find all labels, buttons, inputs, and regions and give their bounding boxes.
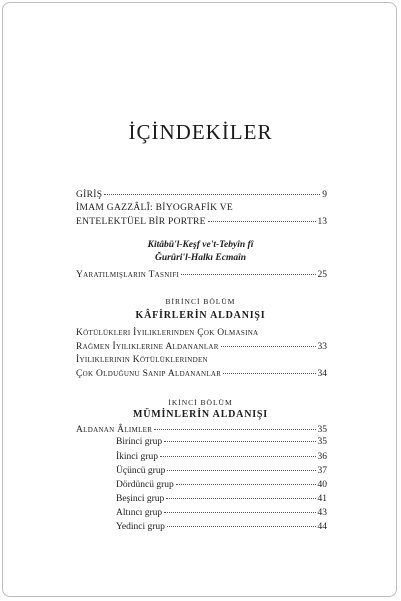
leader-dots	[221, 346, 316, 347]
toc-entry-page: 13	[317, 217, 327, 227]
toc-entry-giris[interactable]	[76, 190, 327, 200]
toc-entry-page: 44	[317, 522, 327, 532]
toc-entry-label: ENTELEKTÜEL BİR PORTRE	[76, 217, 206, 227]
section1-title: KÂFİRLERİN ALDANIŞI	[135, 310, 266, 321]
leader-dots	[223, 373, 315, 374]
toc-entry-page: 37	[317, 466, 327, 476]
toc-entry-tasnif[interactable]	[76, 270, 327, 280]
toc-entry-s1e1[interactable]	[76, 342, 327, 352]
toc-entry-page: 40	[317, 480, 327, 490]
toc-entry-page: 43	[317, 508, 327, 518]
toc-subentry[interactable]	[116, 452, 327, 462]
toc-entry-page: 9	[322, 190, 327, 200]
toc-entry-label: Altıncı grup	[116, 508, 163, 518]
leader-dots	[167, 470, 315, 471]
leader-dots	[167, 526, 316, 527]
leader-dots	[166, 498, 315, 499]
toc-entry-imam[interactable]	[76, 217, 327, 227]
toc-entry-s1e2-line1[interactable]: İyiliklerinin Kötülüklerinden	[76, 355, 208, 365]
toc-subentry[interactable]	[116, 494, 327, 504]
toc-entry-page: 33	[317, 342, 327, 352]
leader-dots	[104, 194, 320, 195]
toc-entry-label: Rağmen İyiliklerine Aldananlar	[76, 342, 219, 352]
leader-dots	[154, 429, 315, 430]
toc-entry-label: İkinci grup	[116, 452, 158, 462]
toc-subentry[interactable]	[116, 508, 327, 518]
toc-entry-page: 36	[317, 452, 327, 462]
toc-entry-page: 35	[317, 437, 327, 447]
section2-label: İKİNCİ BÖLÜM	[168, 398, 233, 407]
toc-entry-label: Yedinci grup	[116, 522, 165, 532]
page-title: İÇİNDEKİLER	[128, 120, 273, 144]
toc-entry-label: Aldanan Âlimler	[76, 425, 153, 435]
section1-label: BİRİNCİ BÖLÜM	[165, 297, 236, 306]
book-title-line1: Kitâbü'l-Keşf ve't-Tebyîn fî	[147, 240, 254, 250]
toc-entry-page: 34	[317, 369, 327, 379]
toc-subentry[interactable]	[116, 437, 327, 447]
toc-entry-label: Dördüncü grup	[116, 480, 174, 490]
toc-entry-page: 35	[317, 425, 327, 435]
leader-dots	[164, 512, 315, 513]
toc-entry-s1e2[interactable]	[76, 369, 327, 379]
toc-entry-imam-line1[interactable]: İMAM GAZZÂLÎ: BİYOGRAFİK VE	[76, 203, 234, 213]
toc-subentry[interactable]	[116, 480, 327, 490]
toc-entry-label: Yaratılmışların Tasnifi	[76, 270, 180, 280]
book-title-line2: Ğurûri'l-Halkı Ecmaîn	[154, 253, 247, 263]
toc-subentry[interactable]	[116, 466, 327, 476]
toc-subentry[interactable]	[116, 522, 327, 532]
leader-dots	[176, 484, 316, 485]
toc-entry-label: Çok Olduğunu Sanıp Aldananlar	[76, 369, 222, 379]
toc-entry-label: Birinci grup	[116, 437, 163, 447]
leader-dots	[181, 274, 315, 275]
leader-dots	[164, 441, 315, 442]
leader-dots	[208, 221, 316, 222]
toc-entry-alimler[interactable]	[76, 425, 327, 435]
toc-entry-s1e1-line1[interactable]: Kötülükleri İyiliklerinden Çok Olmasına	[76, 328, 259, 338]
section2-title: MÜMİNLERİN ALDANIŞI	[133, 409, 268, 420]
toc-entry-label: Beşinci grup	[116, 494, 165, 504]
toc-entry-page: 41	[317, 494, 327, 504]
leader-dots	[160, 456, 316, 457]
toc-entry-label: Üçüncü grup	[116, 466, 166, 476]
toc-entry-label: GİRİŞ	[76, 190, 103, 200]
toc-entry-page: 25	[317, 270, 327, 280]
